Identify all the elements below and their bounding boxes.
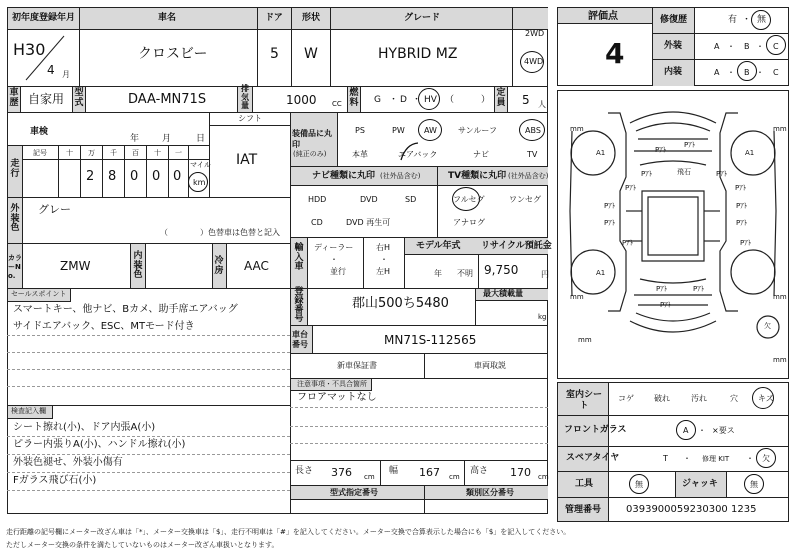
diagram-mark-13: Pｱﾄ: [736, 219, 748, 227]
interior-seat-label: 室内シート: [565, 390, 602, 411]
exterior-grade-label: 外装: [664, 41, 683, 51]
interior-ana: 穴: [730, 394, 738, 403]
displacement-value: 1000: [286, 93, 317, 107]
notes-text: フロアマットなし: [297, 392, 377, 403]
capacity-unit: 人: [538, 100, 546, 109]
drive-2wd: 2WD: [525, 29, 545, 38]
tools-value: 無: [635, 480, 643, 489]
exterior-grade-a: A: [714, 42, 720, 51]
score-value: 4: [605, 37, 625, 70]
displacement-label: 排気量: [241, 84, 249, 110]
capacity-value: 5: [522, 93, 530, 107]
fuel-label: 燃料: [349, 88, 359, 108]
notes-label: 注意事項・不具合箇所: [297, 380, 367, 388]
shaken-year-unit: 年: [130, 134, 140, 144]
repair-yes: 有: [728, 15, 738, 25]
exterior-c-circle: [766, 35, 786, 55]
digit-label-1: 十: [66, 149, 73, 157]
shift-label: シフト: [238, 114, 262, 123]
fuel-sep-1: ・: [389, 95, 399, 105]
chassis-label: 車台番号: [292, 330, 308, 349]
color-change-note: （ ）色替車は色替と記入: [160, 228, 280, 237]
spare-tire-label: スペアタイヤ: [566, 453, 620, 463]
mm-label-6: mm: [773, 356, 787, 364]
class-label: 類別区分番号: [466, 488, 514, 497]
width-label: 幅: [389, 466, 399, 476]
import-label: 輸入車: [294, 243, 304, 272]
mileage-code-label: 記号: [33, 149, 47, 157]
spare-repair-kit: 修理 KIT: [702, 455, 730, 463]
interior-sep-1: ・: [727, 68, 735, 77]
interior-color-label: 内装色: [133, 251, 143, 280]
car-damage-diagram: [558, 91, 788, 378]
registration-number: 郡山500ち5480: [352, 296, 449, 311]
interior-b-circle: [737, 61, 757, 81]
tv-oneseg: ワンセグ: [509, 195, 541, 204]
equip-ps: PS: [355, 126, 365, 135]
grade-value: HYBRID MZ: [378, 46, 458, 62]
length-value: 376: [331, 466, 352, 479]
digit-label-2: 万: [88, 149, 95, 157]
width-value: 167: [419, 466, 440, 479]
door-label: ドア: [265, 13, 283, 23]
navi-cd: CD: [311, 218, 323, 227]
diagram-mark-8: Pｱﾄ: [735, 184, 747, 192]
ac-value: AAC: [244, 259, 269, 273]
ac-label: 冷房: [214, 256, 224, 276]
length-unit: cm: [364, 473, 375, 481]
equip-airbag-mark: [398, 140, 422, 164]
equipment-sub-label: (純正のみ): [293, 150, 327, 158]
spare-sep-1: ・: [683, 454, 691, 463]
diagram-mark-7: Pｱﾄ: [716, 170, 728, 178]
footer-line-1: 走行距離の記号欄にメーター改ざん車は「*」、メーター交換車は「$」、走行不明車は「#」を記入してください。メーター交換で合算表示した場合にも「$」を記入してください。: [6, 528, 571, 536]
car-name: クロスビー: [138, 46, 208, 62]
doors-value: 5: [270, 46, 279, 62]
tools-none-circle: [629, 474, 649, 494]
equip-aw-circle: [418, 119, 442, 141]
shaken-day-unit: 日: [196, 134, 206, 144]
recycle-amount: 9,750: [484, 263, 519, 277]
diagram-mark-14: Pｱﾄ: [622, 239, 634, 247]
registration-label: 登録番号: [294, 287, 304, 324]
type-designation-label: 型式指定番号: [330, 488, 378, 497]
diagram-mark-4: A1: [745, 149, 755, 157]
equip-abs: ABS: [525, 126, 541, 135]
import-dot: ・: [330, 255, 338, 264]
spare-missing-circle: [756, 448, 776, 468]
cc-unit: CC: [332, 100, 342, 108]
tv-title-note: (社外品含む): [508, 172, 549, 180]
windshield-sep: ・: [698, 426, 706, 435]
equip-tv: TV: [527, 150, 538, 159]
windshield-label: フロントガラス: [564, 425, 627, 435]
navi-sd: SD: [405, 195, 417, 204]
body-type-label: 形状: [302, 13, 321, 23]
digit-label-4: 百: [132, 149, 139, 157]
shaken-month-unit: 月: [162, 134, 172, 144]
diagram-mark-10: Pｱﾄ: [604, 202, 616, 210]
equip-airbag: エアバック: [398, 150, 438, 159]
interior-kizu: キズ: [758, 394, 774, 403]
mile-label: マイル: [190, 161, 211, 169]
digit-label-3: 千: [110, 149, 117, 157]
diagram-mark-3: Pｱﾄ: [684, 141, 696, 149]
body-type-value: W: [304, 46, 318, 62]
diagram-mark-19: Pｱﾄ: [660, 301, 672, 309]
diagram-mark-18: A1: [596, 269, 606, 277]
exterior-color-label: 外装色: [10, 204, 20, 233]
first-reg-label: 初年度登録年月: [12, 13, 76, 23]
sales-point-line-2: サイドエアバック、ESC、MTモード付き: [13, 321, 195, 332]
diagram-mark-16: Pｱﾄ: [656, 285, 668, 293]
max-load-label: 最大積載量: [483, 289, 523, 298]
import-right-h: 右H: [376, 243, 391, 252]
mm-label-4: mm: [773, 293, 787, 301]
spare-missing: 欠: [762, 454, 770, 463]
mileage-digit-4: 0: [152, 169, 161, 184]
recycle-yen: 円: [541, 270, 549, 279]
jack-value: 無: [750, 480, 758, 489]
color-no-label: カラーNo.: [8, 254, 22, 280]
km-circle: [188, 172, 208, 192]
tv-fullseg: フルセグ: [453, 195, 485, 204]
diagram-mark-15: Pｱﾄ: [740, 239, 752, 247]
digit-label-5: 十: [154, 149, 161, 157]
model-year-unit: 年: [434, 269, 442, 278]
inspector-line-1: シート擦れ(小)、ドア内張A(小): [13, 422, 156, 433]
fuel-hv-circle: [418, 88, 440, 110]
import-dealer: ディーラー: [314, 243, 354, 252]
new-car-warranty: 新車保証書: [337, 361, 377, 370]
shift-value: IAT: [236, 152, 258, 168]
mileage-digit-3: 0: [130, 169, 139, 184]
height-label: 高さ: [470, 466, 489, 476]
mileage-label: 走行: [10, 159, 20, 179]
interior-grade-c: C: [773, 68, 779, 77]
km-label: km: [193, 178, 206, 187]
score-label: 評価点: [588, 11, 618, 22]
sales-point-line-1: スマートキー、他ナビ、Bカメ、助手席エアバッグ: [13, 304, 238, 315]
fuel-option-hv: HV: [424, 95, 437, 105]
navi-dvd-play: DVD 再生可: [346, 218, 391, 227]
equip-pw: PW: [392, 126, 405, 135]
inspector-line-2: ピラー内張りA(小)、ハンドル擦れ(小): [13, 439, 186, 450]
usage-value: 自家用: [28, 92, 65, 106]
car-name-label: 車名: [158, 13, 177, 23]
interior-kizu-circle: [752, 387, 774, 409]
model-year-unknown: 不明: [457, 269, 473, 278]
fuel-option-d: D: [400, 95, 407, 105]
inspector-line-4: Fガラス飛び石(小): [13, 475, 97, 486]
mileage-digit-5: 0: [173, 169, 182, 184]
drive-4wd-circle: [520, 51, 544, 73]
fuel-other: （ ）: [445, 95, 491, 105]
mm-label-5: mm: [578, 336, 592, 344]
windshield-replace: ×要ス: [712, 426, 735, 435]
max-load-unit: kg: [538, 313, 547, 321]
grade-label: グレード: [404, 13, 441, 23]
diagram-mark-2: Pｱﾄ: [655, 146, 667, 154]
first-reg-year: H30: [13, 40, 46, 59]
length-label: 長さ: [295, 466, 314, 476]
mm-label-1: mm: [570, 125, 584, 133]
import-left-h: 左H: [376, 267, 391, 276]
fuel-sep-2: ・: [412, 95, 422, 105]
model-year-label: モデル年式: [416, 241, 461, 251]
height-unit: cm: [538, 473, 549, 481]
interior-grade-label: 内装: [664, 67, 683, 77]
tv-fullseg-circle: [452, 187, 480, 211]
diagram-mark-17: Pｱﾄ: [693, 285, 705, 293]
inspector-label: 検査記入欄: [11, 407, 46, 415]
digit-label-6: 一: [175, 149, 182, 157]
repair-no-circle: [751, 10, 771, 30]
color-no-value: ZMW: [60, 259, 91, 273]
repair-sep: ・: [742, 15, 752, 25]
control-number: 0393900059230300 1235: [626, 504, 757, 515]
interior-koge: コゲ: [618, 394, 634, 403]
windshield-a: A: [683, 426, 689, 435]
capacity-label: 定員: [496, 88, 506, 108]
jack-label: ジャッキ: [682, 479, 718, 489]
mm-label-3: mm: [570, 293, 584, 301]
width-unit: cm: [449, 473, 460, 481]
import-parallel: 並行: [330, 267, 346, 276]
import-dot-2: ・: [380, 255, 388, 264]
navi-dvd: DVD: [360, 195, 378, 204]
interior-yogore: 汚れ: [691, 394, 707, 403]
tv-title: TV種類に丸印: [448, 171, 507, 181]
equip-leather: 本革: [352, 150, 368, 159]
shaken-label: 車検: [30, 127, 49, 137]
first-reg-month: 4: [47, 63, 55, 77]
equip-navi: ナビ: [473, 150, 489, 159]
equip-aw: AW: [424, 126, 437, 135]
height-value: 170: [510, 466, 531, 479]
spare-t: T: [663, 454, 668, 463]
recycle-label: リサイクル預託金: [481, 241, 552, 251]
equipment-label: 装備品に丸印: [292, 129, 332, 149]
chassis-number: MN71S-112565: [384, 333, 477, 347]
diagram-mark-6: Pｱﾄ: [641, 170, 653, 178]
footer-line-2: ただしメーター交換の条件を満たしていないものはメーター改ざん車扱いとなります。: [6, 541, 279, 549]
interior-yabure: 破れ: [654, 394, 670, 403]
drive-4wd: 4WD: [524, 57, 544, 66]
diagram-mark-9: 飛石: [677, 168, 691, 176]
diagram-mark-12: Pｱﾄ: [604, 219, 616, 227]
jack-none-circle: [744, 474, 764, 494]
navi-hdd: HDD: [308, 195, 327, 204]
exterior-color-value: グレー: [38, 203, 71, 216]
tools-label: 工具: [575, 479, 594, 489]
spare-sep-2: ・: [746, 454, 754, 463]
exterior-grade-b: B: [744, 42, 750, 51]
sales-points-label: セールスポイント: [11, 290, 67, 298]
mileage-digit-1: 2: [86, 169, 95, 184]
diagram-mark-11: Pｱﾄ: [736, 202, 748, 210]
interior-grade-b: B: [744, 68, 750, 77]
mm-label-2: mm: [773, 125, 787, 133]
interior-sep-2: ・: [756, 68, 764, 77]
exterior-sep-2: ・: [756, 42, 764, 51]
repair-label: 修復歴: [660, 15, 688, 25]
model-label: 型式: [74, 88, 84, 108]
control-number-label: 管理番号: [565, 505, 602, 515]
equip-sunroof: サンルーフ: [458, 126, 497, 135]
fuel-option-g: G: [374, 95, 381, 105]
interior-grade-a: A: [714, 68, 720, 77]
exterior-sep-1: ・: [727, 42, 735, 51]
diagram-mark-20: 欠: [764, 322, 771, 330]
car-manual: 車両取説: [474, 361, 506, 370]
model-value: DAA-MN71S: [128, 92, 207, 107]
tv-analog: アナログ: [453, 218, 485, 227]
diagram-mark-5: Pｱﾄ: [625, 184, 637, 192]
equip-abs-circle: [519, 119, 545, 141]
windshield-a-circle: [676, 420, 696, 440]
navi-title: ナビ種類に丸印: [312, 171, 376, 181]
diagram-mark-1: A1: [596, 149, 606, 157]
inspector-line-3: 外装色褪せ、外装小傷有: [13, 457, 123, 468]
mileage-digit-2: 8: [108, 169, 117, 184]
usage-label: 車歴: [9, 88, 19, 108]
repair-no: 無: [757, 15, 767, 25]
navi-title-note: (社外品含む): [380, 172, 421, 180]
first-reg-month-unit: 月: [62, 70, 70, 79]
exterior-grade-c: C: [773, 42, 779, 51]
